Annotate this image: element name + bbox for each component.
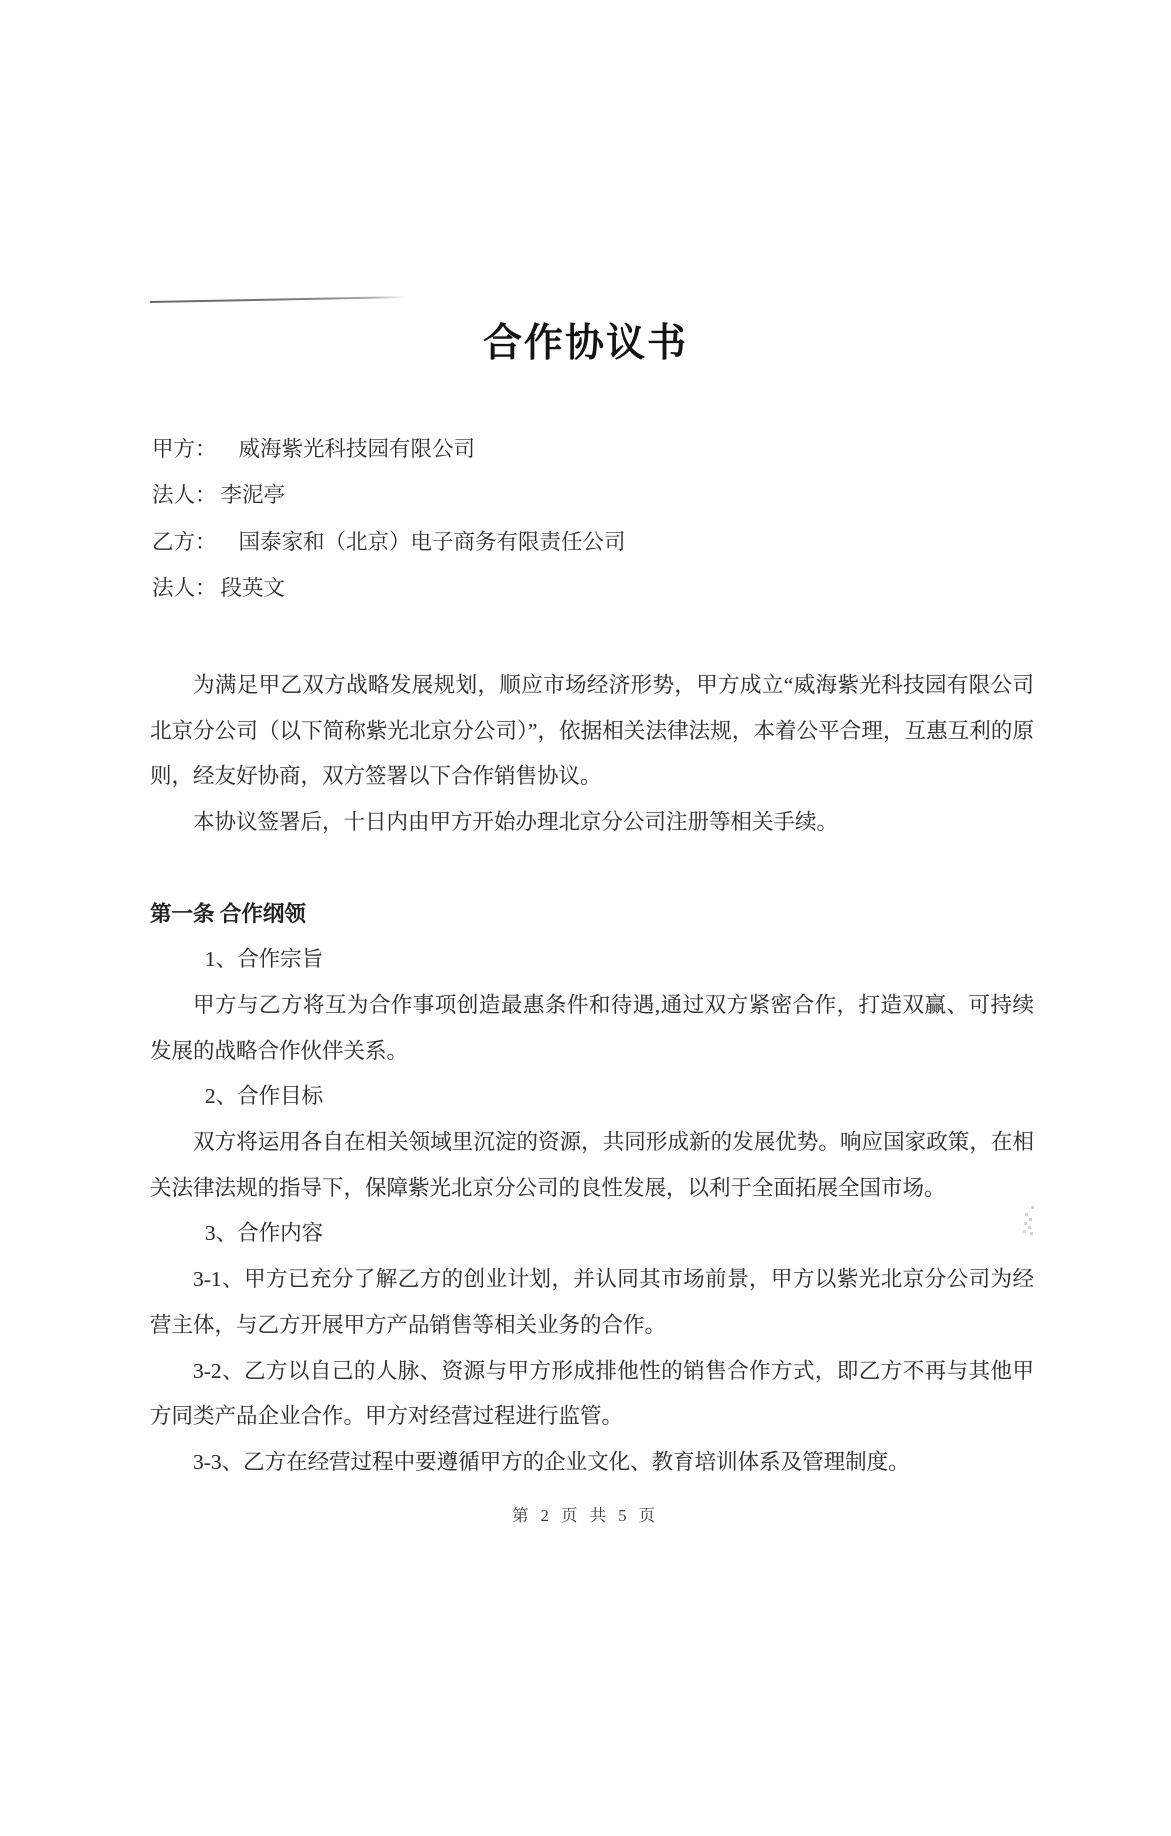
scan-artifact-speckle (1023, 1206, 1026, 1209)
article-1-item-1-title: 1、合作宗旨 (204, 947, 324, 972)
party-row-faren-2 (152, 575, 626, 621)
party-value: 威海紫光科技园有限公司 (238, 437, 476, 461)
party-label: 法人： (152, 575, 217, 600)
article-1-item-3-title: 3、合作内容 (204, 1221, 324, 1246)
party-row-faren-1 (152, 482, 626, 528)
preamble-paragraph-2: 本协议签署后，十日内由甲方开始办理北京分公司注册等相关手续。 (193, 810, 839, 835)
party-label: 乙方： (152, 529, 217, 554)
article-1-item-2-title: 2、合作目标 (204, 1084, 324, 1109)
article-1-item-3-paragraph-2: 3-2、乙方以自己的人脉、资源与甲方形成排他性的销售合作方式，即乙方不再与其他甲方同类产品企业合作。甲方对经营过程进行监管。 (150, 1358, 1034, 1429)
party-value: 李泥亭 (220, 483, 286, 508)
article-1-item-2-paragraph: 双方将运用各自在相关领域里沉淀的资源，共同形成新的发展优势。响应国家政策，在相关法律法规的指导下，保障紫光北京分公司的良性发展，以利于全面拓展全国市场。 (150, 1130, 1034, 1200)
party-label: 甲方： (152, 437, 217, 461)
article-1-item-3-paragraph-1: 3-1、甲方已充分了解乙方的创业计划，并认同其市场前景，甲方以紫光北京分公司为经营主体，与乙方开展甲方产品销售等相关业务的合作。 (150, 1267, 1034, 1337)
party-label: 法人： (152, 483, 217, 508)
scan-artifact-line (150, 296, 406, 303)
preamble-paragraph-1: 为满足甲乙双方战略发展规划，顺应市场经济形势，甲方成立“威海紫光科技园有限公司北京分公司（以下简称紫光北京分公司）”，依据相关法律法规，本着公平合理，互惠互利的原则，经友好协商，双方签署以下合作销售协议。 (150, 673, 1034, 789)
document-body (150, 663, 1034, 1486)
article-1-item-3-paragraph-3: 3-3、乙方在经营过程中要遵循甲方的企业文化、教育培训体系及管理制度。 (193, 1449, 910, 1474)
page-number: 第 2 页 共 5 页 (511, 1506, 660, 1525)
article-1-heading: 第一条 合作纲领 (150, 901, 306, 926)
document-title: 合作协议书 (482, 322, 688, 365)
article-1-item-1-paragraph: 甲方与乙方将互为合作事项创造最惠条件和待遇,通过双方紧密合作，打造双赢、可持续发展的战略合作伙伴关系。 (150, 992, 1034, 1063)
party-row-yifang (152, 529, 626, 575)
party-value: 国泰家和（北京）电子商务有限责任公司 (238, 529, 626, 554)
parties-block (152, 436, 626, 621)
party-value: 段英文 (220, 575, 286, 600)
party-row-jiafang (152, 436, 626, 482)
